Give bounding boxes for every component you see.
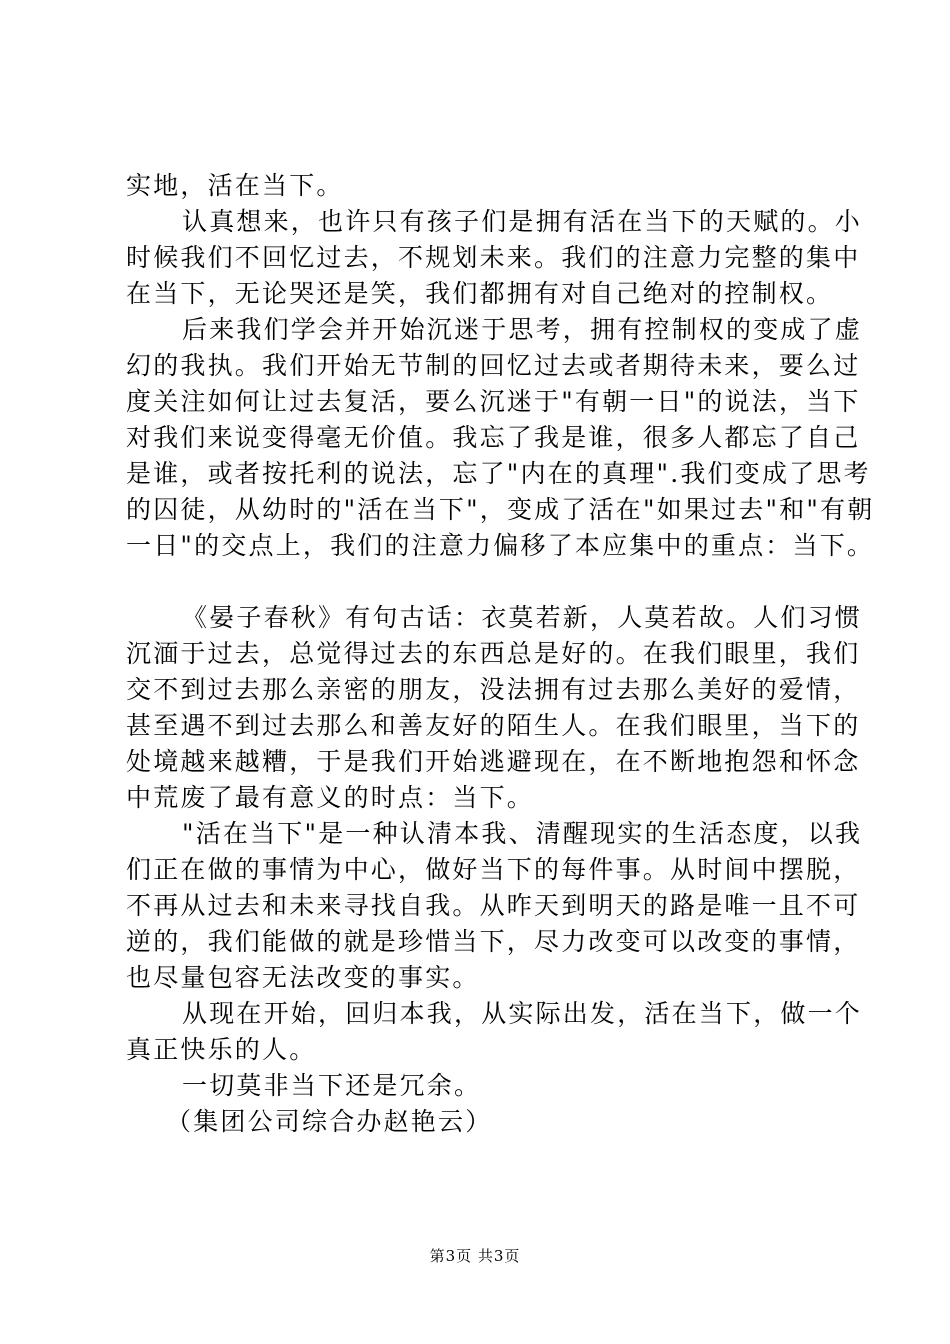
text-line: 实地，活在当下。 [126,171,344,200]
text-line: 逆的，我们能做的就是珍惜当下，尽力改变可以改变的事情， [126,927,861,956]
text-line: 甚至遇不到过去那么和善友好的陌生人。在我们眼里，当下的 [126,711,861,740]
page-number-footer: 第3页 共3页 [429,1247,521,1265]
text-line: 真正快乐的人。 [126,1035,317,1064]
author-signature: （集团公司综合办赵艳云） [166,1107,493,1136]
paragraph-start-line: 认真想来，也许只有孩子们是拥有活在当下的天赋的。小 [182,207,863,236]
text-line: 一日"的交点上，我们的注意力偏移了本应集中的重点：当下。 [126,531,875,560]
text-line: 中荒废了最有意义的时点：当下。 [126,783,535,812]
paragraph-start-line: "活在当下"是一种认清本我、清醒现实的生活态度，以我 [182,819,863,848]
text-line: 度关注如何让过去复活，要么沉迷于"有朝一日"的说法，当下 [126,387,861,416]
paragraph-start-line: 从现在开始，回归本我，从实际出发，活在当下，做一个 [182,999,863,1028]
text-line: 交不到过去那么亲密的朋友，没法拥有过去那么美好的爱情， [126,675,861,704]
text-line: 幻的我执。我们开始无节制的回忆过去或者期待未来，要么过 [126,351,861,380]
paragraph-start-line: 后来我们学会并开始沉迷于思考，拥有控制权的变成了虚 [182,315,863,344]
paragraph-gap [126,564,831,600]
text-line: 对我们来说变得毫无价值。我忘了我是谁，很多人都忘了自己 [126,423,861,452]
text-line: 们正在做的事情为中心，做好当下的每件事。从时间中摆脱， [126,855,861,884]
text-line: 也尽量包容无法改变的事实。 [126,963,480,992]
text-line: 处境越来越糟，于是我们开始逃避现在，在不断地抱怨和怀念 [126,747,861,776]
text-line: 不再从过去和未来寻找自我。从昨天到明天的路是唯一且不可 [126,891,861,920]
text-line: 在当下，无论哭还是笑，我们都拥有对自己绝对的控制权。 [126,279,834,308]
text-line: 是谁，或者按托利的说法，忘了"内在的真理".我们变成了思考 [126,459,871,488]
paragraph-start-line: 《晏子春秋》有句古话：衣莫若新，人莫若故。人们习惯 [182,603,863,632]
text-line: 时候我们不回忆过去，不规划未来。我们的注意力完整的集中 [126,243,861,272]
article-body [126,168,875,1140]
closing-line: 一切莫非当下还是冗余。 [182,1071,482,1100]
text-line: 的囚徒，从幼时的"活在当下"，变成了活在"如果过去"和"有朝 [126,495,875,524]
text-line: 沉湎于过去，总觉得过去的东西总是好的。在我们眼里，我们 [126,639,861,668]
